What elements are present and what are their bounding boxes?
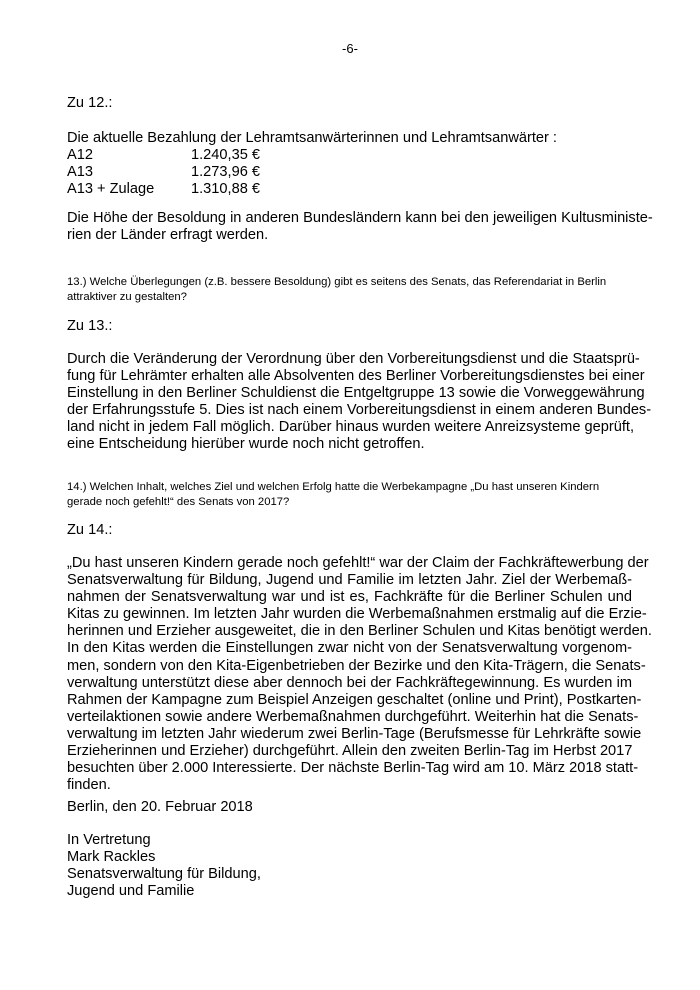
- paragraph-line: verwaltung im letzten Jahr wiederum zwei Berlin-Tage (Berufsmesse für Lehrkräfte sowie: [67, 725, 642, 742]
- paragraph-line: Durch die Veränderung der Verordnung über den Vorbereitungsdienst und die Staatsprü-: [67, 351, 640, 367]
- paragraph-line: nahmen der Senatsverwaltung war und ist es, Fachkräfte für die Berliner Schulen und: [67, 589, 632, 606]
- section-14-heading: Zu 14.:: [67, 522, 113, 538]
- paragraph-line: rien der Länder erfragt werden.: [67, 227, 269, 244]
- section-14-body: [67, 555, 652, 794]
- salary-row: [67, 147, 260, 164]
- salary-amount: 1.273,96 €: [191, 164, 260, 181]
- question-line: 13.) Welche Überlegungen (z.B. bessere Besoldung) gibt es seitens des Senats, das Referendariat in Berlin: [67, 276, 607, 288]
- paragraph-line: der Erfahrungsstufe 5. Dies ist nach einem Vorbereitungsdienst in einem anderen Bundes-: [67, 402, 652, 419]
- page-number: -6-: [342, 41, 358, 56]
- salary-row: [67, 164, 260, 181]
- section-12-note: [67, 210, 653, 244]
- salary-amount: 1.310,88 €: [191, 181, 260, 198]
- paragraph-line: Einstellung in den Berliner Schuldienst die Entgeltgruppe 13 sowie die Vorweggewährung: [67, 385, 645, 402]
- signature-line: In Vertretung: [67, 832, 151, 848]
- signature-block: [67, 832, 261, 900]
- question-line: attraktiver zu gestalten?: [67, 291, 187, 303]
- question-line: gerade noch gefehlt!“ des Senats von 2017?: [67, 496, 290, 508]
- salary-grade: A13 + Zulage: [67, 181, 155, 198]
- paragraph-line: eine Entscheidung hierüber wurde noch nicht getroffen.: [67, 436, 425, 453]
- salary-grade: A13: [67, 164, 93, 181]
- salary-grade: A12: [67, 147, 93, 163]
- paragraph-line: land nicht in jedem Fall möglich. Darüber hinaus wurden weitere Anreizsysteme geprüft,: [67, 419, 635, 436]
- section-13-heading: Zu 13.:: [67, 318, 113, 334]
- signature-line: Mark Rackles: [67, 849, 156, 866]
- paragraph-line: „Du hast unseren Kindern gerade noch gefehlt!“ war der Claim der Fachkräftewerbung der: [67, 555, 649, 571]
- paragraph-line: Kitas zu gewinnen. Im letzten Jahr wurden die Werbemaßnahmen erstmalig auf die Erzie-: [67, 606, 647, 623]
- salary-row: [67, 181, 260, 198]
- salary-amount: 1.240,35 €: [191, 147, 260, 163]
- paragraph-line: verteilaktionen sowie andere Werbemaßnahmen durchgeführt. Weiterhin hat die Senats-: [67, 708, 639, 725]
- paragraph-line: Die Höhe der Besoldung in anderen Bundesländern kann bei den jeweiligen Kultusministe-: [67, 210, 653, 226]
- paragraph-line: men, sondern von den Kita-Eigenbetrieben der Bezirke und den Kita-Trägern, die Senats-: [67, 657, 646, 674]
- question-14: [67, 480, 599, 510]
- salary-table: [67, 147, 260, 198]
- paragraph-line: fung für Lehrämter erhalten alle Absolventen des Berliner Vorbereitungsdienstes bei einer: [67, 368, 645, 385]
- paragraph-line: Senatsverwaltung für Bildung, Jugend und Familie im letzten Jahr. Ziel der Werbemaß-: [67, 572, 632, 589]
- paragraph-line: finden.: [67, 777, 111, 794]
- signature-line: Senatsverwaltung für Bildung,: [67, 866, 261, 883]
- section-12-intro: Die aktuelle Bezahlung der Lehramtsanwärterinnen und Lehramtsanwärter :: [67, 130, 557, 146]
- signature-line: Jugend und Familie: [67, 883, 195, 900]
- paragraph-line: besuchten über 2.000 Interessierte. Der nächste Berlin-Tag wird am 10. März 2018 statt-: [67, 760, 639, 777]
- paragraph-line: Erzieherinnen und Erzieher) durchgeführt. Allein den zweiten Berlin-Tag im Herbst 2017: [67, 743, 633, 760]
- paragraph-line: herinnen und Erzieher ausgeweitet, die in den Berliner Schulen und Kitas benötigt werden.: [67, 623, 652, 640]
- section-13-body: [67, 351, 652, 454]
- date-line: Berlin, den 20. Februar 2018: [67, 799, 253, 815]
- question-13: [67, 275, 606, 305]
- section-12-heading: Zu 12.:: [67, 95, 113, 111]
- paragraph-line: In den Kitas werden die Einstellungen zwar nicht von der Senatsverwaltung vorgenom-: [67, 640, 632, 657]
- paragraph-line: verwaltung unterstützt diese aber dennoch bei der Fachkräftegewinnung. Es wurden im: [67, 674, 632, 691]
- question-line: 14.) Welchen Inhalt, welches Ziel und welchen Erfolg hatte die Werbekampagne „Du hast unseren Kindern: [67, 481, 600, 493]
- paragraph-line: Rahmen der Kampagne zum Beispiel Anzeigen geschaltet (online und Print), Postkarten-: [67, 691, 642, 708]
